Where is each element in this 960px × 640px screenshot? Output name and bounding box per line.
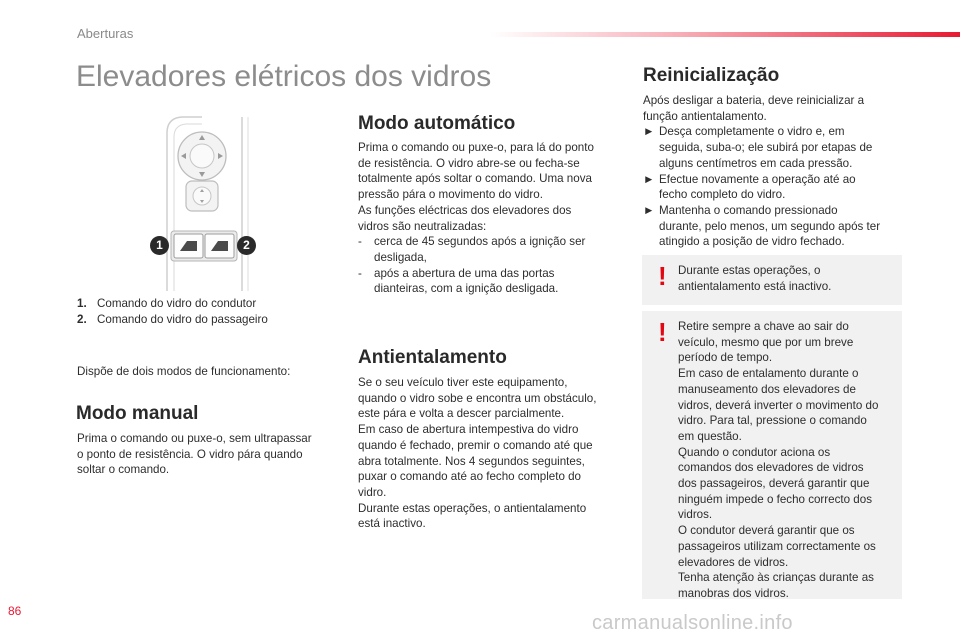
arrow-bullet-icon: ► — [643, 203, 655, 217]
text-line: ninguém impede o fecho correcto dos — [678, 492, 872, 506]
arrow-bullet-icon: ► — [643, 172, 655, 186]
antipinch-text — [358, 375, 628, 532]
automatic-mode-heading: Modo automático — [358, 113, 516, 134]
text-line: dianteiras, com a ignição desligada. — [374, 282, 559, 296]
list-item — [643, 172, 908, 203]
intro-text: Dispõe de dois modos de funcionamento: — [77, 365, 291, 378]
dash-bullet: - — [358, 266, 362, 280]
text-line: pressão pára o movimento do vidro. — [358, 188, 543, 202]
text-line: abra totalmente. Nos 4 segundos seguintes, — [358, 454, 585, 468]
text-line: manobras dos vidros. — [678, 586, 789, 600]
text-line: O condutor deverá garantir que os — [678, 524, 855, 538]
text-line: este pára e volta a descer parcialmente. — [358, 407, 565, 421]
caption-text: Comando do vidro do condutor — [97, 297, 257, 310]
caption-number: 2. — [77, 312, 87, 326]
dash-bullet: - — [358, 235, 362, 249]
text-line: dos passageiros, deverá garantir que — [678, 477, 870, 491]
text-line: vidros. — [678, 508, 713, 522]
door-panel-drawing — [162, 113, 262, 293]
text-line: Após desligar a bateria, deve reinicializar a — [643, 94, 865, 107]
header-accent-bar — [490, 32, 960, 37]
window-switch-illustration — [156, 113, 262, 293]
text-line: veículo, mesmo que por um breve — [678, 335, 854, 349]
text-line: soltar o comando. — [77, 463, 170, 477]
text-line: Tenha atenção às crianças durante as — [678, 571, 874, 585]
text-line: Se o seu veículo tiver este equipamento, — [358, 376, 568, 389]
page-number: 86 — [8, 604, 22, 618]
warning-text — [678, 319, 892, 602]
text-line: vidro. Para tal, pressione o comando — [678, 414, 867, 428]
text-line: durante, pelo menos, um segundo após ter — [659, 219, 881, 233]
text-line: atingido a posição de vidro fechado. — [659, 235, 845, 249]
list-item — [358, 234, 628, 265]
list-item — [358, 266, 628, 297]
section-header: Aberturas — [77, 26, 134, 41]
text-line: vidros são neutralizadas: — [358, 219, 487, 233]
figure-caption — [77, 296, 337, 327]
text-line: período de tempo. — [678, 351, 773, 365]
text-line: As funções eléctricas dos elevadores dos — [358, 203, 572, 217]
callout-2-badge: 2 — [237, 236, 256, 255]
text-line: passageiros utilizam correctamente os — [678, 539, 876, 553]
text-line: desligada, — [374, 250, 427, 264]
reset-heading: Reinicialização — [643, 65, 780, 86]
text-line: Prima o comando ou puxe-o, para lá do ponto — [358, 141, 594, 154]
text-line: alguns centímetros em cada pressão. — [659, 156, 853, 170]
text-line: em questão. — [678, 429, 742, 443]
watermark: carmanualsonline.info — [592, 612, 793, 634]
automatic-mode-text — [358, 140, 628, 297]
text-line: Em caso de entalamento durante o — [678, 367, 859, 381]
warning-exclamation-icon: ! — [658, 261, 667, 291]
caption-item — [77, 312, 337, 328]
warning-box — [642, 311, 902, 599]
text-line: Mantenha o comando pressionado — [659, 203, 838, 217]
text-line: Efectue novamente a operação até ao — [659, 172, 856, 186]
text-line: Retire sempre a chave ao sair do — [678, 320, 849, 333]
text-line: Durante estas operações, o — [678, 264, 821, 277]
page-title: Elevadores elétricos dos vidros — [76, 60, 492, 93]
text-line: após a abertura de uma das portas — [374, 266, 555, 280]
list-item — [643, 203, 908, 250]
text-line: comandos dos elevadores de vidros — [678, 461, 864, 475]
caption-text: Comando do vidro do passageiro — [97, 312, 268, 326]
antipinch-heading: Antientalamento — [358, 347, 507, 368]
text-line: Quando o condutor aciona os — [678, 445, 831, 459]
text-line: vidros, deverá inverter o movimento do — [678, 398, 879, 412]
warning-text — [678, 263, 892, 294]
text-line: totalmente após soltar o comando. Uma nova — [358, 172, 592, 186]
warning-box — [642, 255, 902, 305]
caption-number: 1. — [77, 297, 87, 310]
text-line: fecho completo do vidro. — [659, 188, 786, 202]
text-line: elevadores de vidros. — [678, 555, 789, 569]
text-line: antientalamento está inactivo. — [678, 279, 832, 293]
text-line: quando o vidro sobe e encontra um obstáculo, — [358, 391, 597, 405]
text-line: de resistência. O vidro abre-se ou fecha-se — [358, 156, 580, 170]
text-line: Desça completamente o vidro e, em — [659, 125, 845, 139]
text-line: quando é fechado, premir o comando até que — [358, 438, 593, 452]
text-line: cerca de 45 segundos após a ignição ser — [374, 235, 586, 249]
warning-exclamation-icon: ! — [658, 317, 667, 347]
text-line: Prima o comando ou puxe-o, sem ultrapassar — [77, 432, 312, 445]
text-line: vidro. — [358, 485, 387, 499]
text-line: puxar o comando até ao fecho completo do — [358, 470, 582, 484]
text-line: o ponto de resistência. O vidro pára quando — [77, 447, 303, 461]
text-line: Em caso de abertura intempestiva do vidro — [358, 423, 579, 437]
manual-mode-heading: Modo manual — [76, 403, 199, 424]
arrow-bullet-icon: ► — [643, 125, 655, 139]
caption-item — [77, 296, 337, 312]
manual-mode-text — [77, 431, 347, 478]
text-line: seguida, suba-o; ele subirá por etapas de — [659, 141, 873, 155]
text-line: função antientalamento. — [643, 109, 767, 123]
text-line: manuseamento dos elevadores de — [678, 382, 856, 396]
list-item — [643, 124, 908, 171]
text-line: Durante estas operações, o antientalamento — [358, 501, 587, 515]
callout-1-badge: 1 — [150, 236, 169, 255]
reset-text — [643, 93, 908, 250]
text-line: está inactivo. — [358, 517, 426, 531]
